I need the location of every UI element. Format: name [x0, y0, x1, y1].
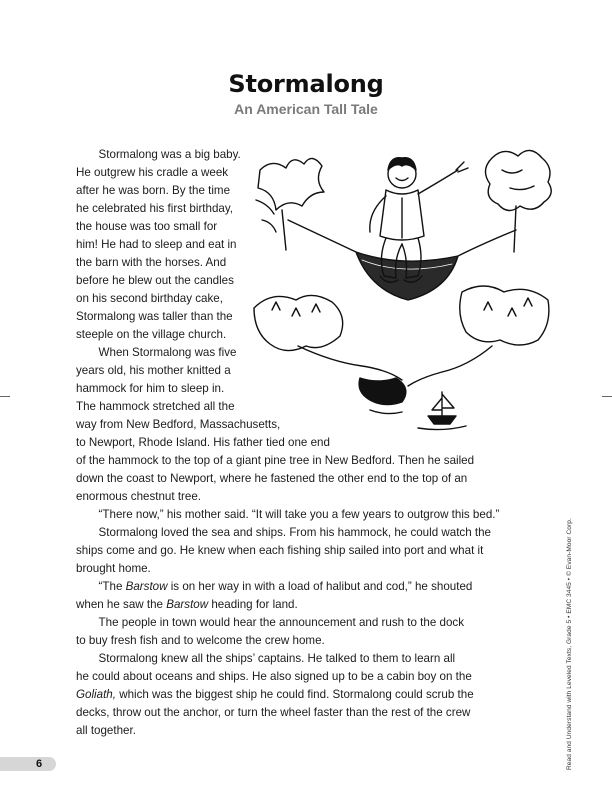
paragraph-5: “The Barstow is on her way in with a load of halibut and cod,” he shouted when he saw the Barstow heading for land.	[76, 580, 473, 611]
page-subtitle: An American Tall Tale	[234, 101, 378, 117]
crop-mark	[0, 396, 10, 397]
paragraph-3: “There now,” his mother said. “It will take you a few years to outgrow this bed.”	[76, 508, 500, 521]
paragraph-1: Stormalong was a big baby. He outgrew his cradle a week after he was born. By the time he celebrated his first birthday, the house was too small for him! He had to sleep and eat in the barn with the horses. And before he blew out the candles on his second birthday cake, Stormalong was taller than the steeple on the village church.	[76, 148, 241, 341]
crop-mark	[602, 396, 612, 397]
ship-name: Barstow	[166, 598, 209, 611]
paragraph-2: When Stormalong was five years old, his mother knitted a hammock for him to sleep in. The hammock stretched all the way from New Bedford, Massachusetts, to Newport, Rhode Island. His father tied one end of the hammock to the top of a giant pine tree in New Bedford. Then he sailed down the coast to Newport, where he fastened the other end to the top of an enormous chestnut tree.	[76, 346, 475, 503]
paragraph-6: The people in town would hear the announcement and rush to the dock to buy fresh fish and to welcome the crew home.	[76, 616, 464, 647]
page-title: Stormalong	[228, 70, 384, 98]
page-number-tab	[0, 757, 56, 771]
ship-name: Barstow	[125, 580, 168, 593]
paragraph-7: Stormalong knew all the ships’ captains. He talked to them to learn all he could about oceans and ships. He also signed up to be a cabin boy on the Goliath, which was the biggest ship he could find. Stormalong could scrub the decks, throw out the anchor, or turn the wheel faster than the rest of the crew all together.	[76, 652, 474, 737]
paragraph-4: Stormalong loved the sea and ships. From his hammock, he could watch the ships come and go. He knew when each fishing ship sailed into port and what it brought home.	[76, 526, 492, 575]
sidebar-credit: Read and Understand with Leveled Texts, Grade 5 • EMC 3445 • © Evan-Moor Corp.	[566, 518, 573, 770]
page-number: 6	[36, 758, 43, 770]
ship-name: Goliath,	[76, 688, 116, 701]
